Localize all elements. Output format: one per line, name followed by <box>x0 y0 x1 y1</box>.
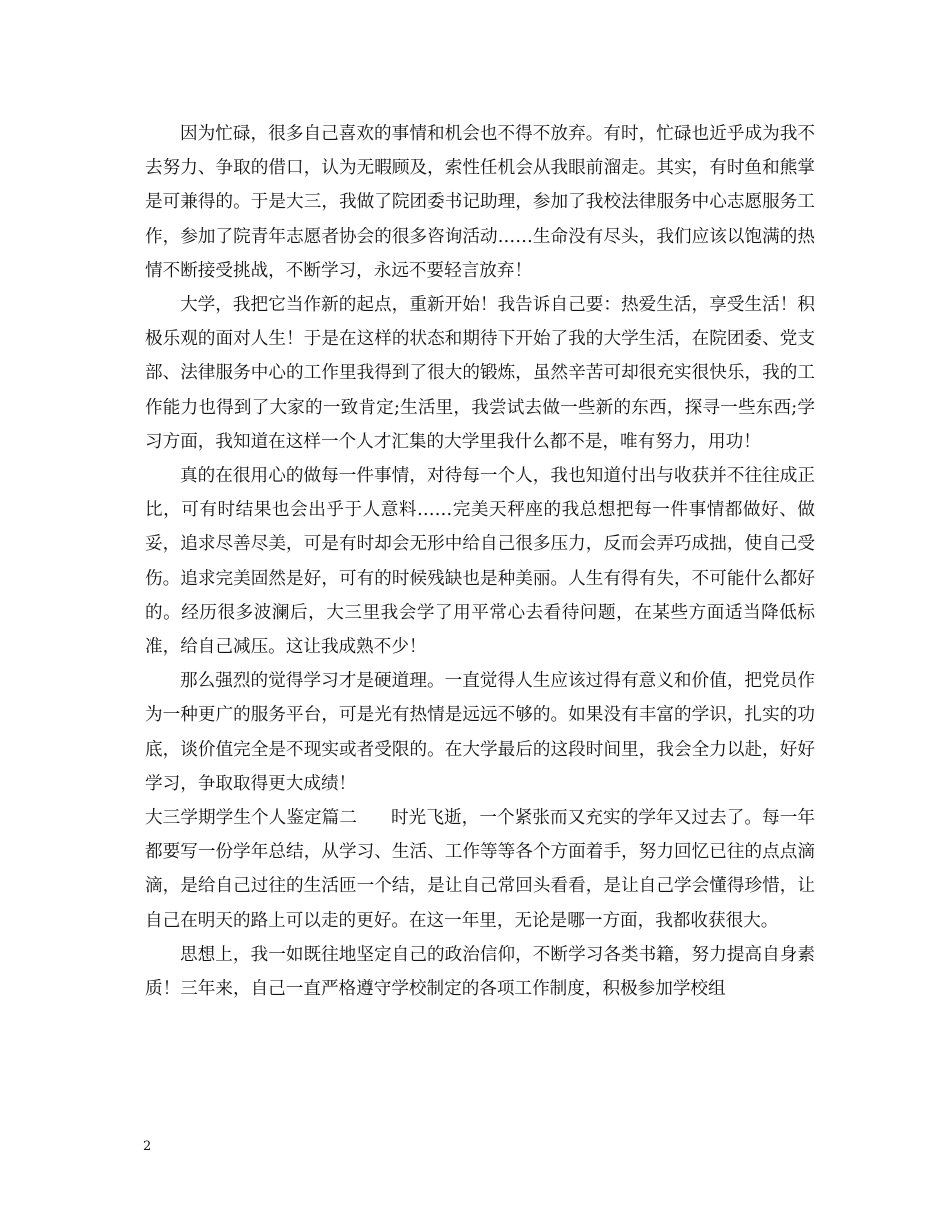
heading-gap <box>357 808 391 828</box>
paragraph-busy: 因为忙碌，很多自己喜欢的事情和机会也不得不放弃。有时，忙碌也近乎成为我不去努力、争取的借口，认为无暇顾及，索性任机会从我眼前溜走。其实，有时鱼和熊掌是可兼得的。于是大三，我做了院团委书记助理，参加了我校法律服务中心志愿服务工作，参加了院青年志愿者协会的很多咨询活动……生命没有尽头，我们应该以饱满的热情不断接受挑战，不断学习，永远不要轻言放弃！ <box>145 124 815 281</box>
paragraph-thought: 思想上，我一如既往地坚定自己的政治信仰，不断学习各类书籍，努力提高自身素质！三年来，自己一直严格遵守学校制定的各项工作制度，积极参加学校组 <box>145 944 815 1000</box>
body-text <box>145 117 815 1006</box>
paragraph-university-start: 大学，我把它当作新的起点，重新开始！我告诉自己要：热爱生活，享受生活！积极乐观的面对人生！于是在这样的状态和期待下开始了我的大学生活，在院团委、党支部、法律服务中心的工作里我得到了很大的锻炼，虽然辛苦可却很充实很快乐，我的工作能力也得到了大家的一致肯定;生活里，我尝试去做一些新的东西，探寻一些东西;学习方面，我知道在这样一个人才汇集的大学里我什么都不是，唯有努力，用功！ <box>145 295 815 452</box>
paragraph-perfectionism: 真的在很用心的做每一件事情，对待每一个人，我也知道付出与收获并不往往成正比，可有时结果也会出乎于人意料……完美天秤座的我总想把每一件事情都做好、做妥，追求尽善尽美，可是有时却会无形中给自己很多压力，反而会弄巧成拙，使自己受伤。追求完美固然是好，可有的时候残缺也是种美丽。人生有得有失，不可能什么都好的。经历很多波澜后，大三里我会学了用平常心去看待问题，在某些方面适当降低标准，给自己减压。这让我成熟不少！ <box>145 466 815 658</box>
paragraph-learning: 那么强烈的觉得学习才是硬道理。一直觉得人生应该过得有意义和价值，把党员作为一种更广的服务平台，可是光有热情是远远不够的。如果没有丰富的学识，扎实的功底，谈价值完全是不现实或者受限的。在大学最后的这段时间里，我会全力以赴，好好学习，争取取得更大成绩！ <box>145 671 815 794</box>
paragraph-section-two <box>145 801 815 938</box>
section-heading: 大三学期学生个人鉴定篇二 <box>145 808 358 829</box>
section-intro: 时光飞逝，一个紧张而又充实的学年又过去了。每一年都要写一份学年总结，从学习、生活、工作等等各个方面着手，努力回忆已往的点点滴滴，是给自己过往的生活匝一个结，是让自己常回头看看，是让自己学会懂得珍惜，让自己在明天的路上可以走的更好。在这一年里，无论是哪一方面，我都收获很大。 <box>145 808 815 931</box>
page-number: 2 <box>143 1139 152 1154</box>
